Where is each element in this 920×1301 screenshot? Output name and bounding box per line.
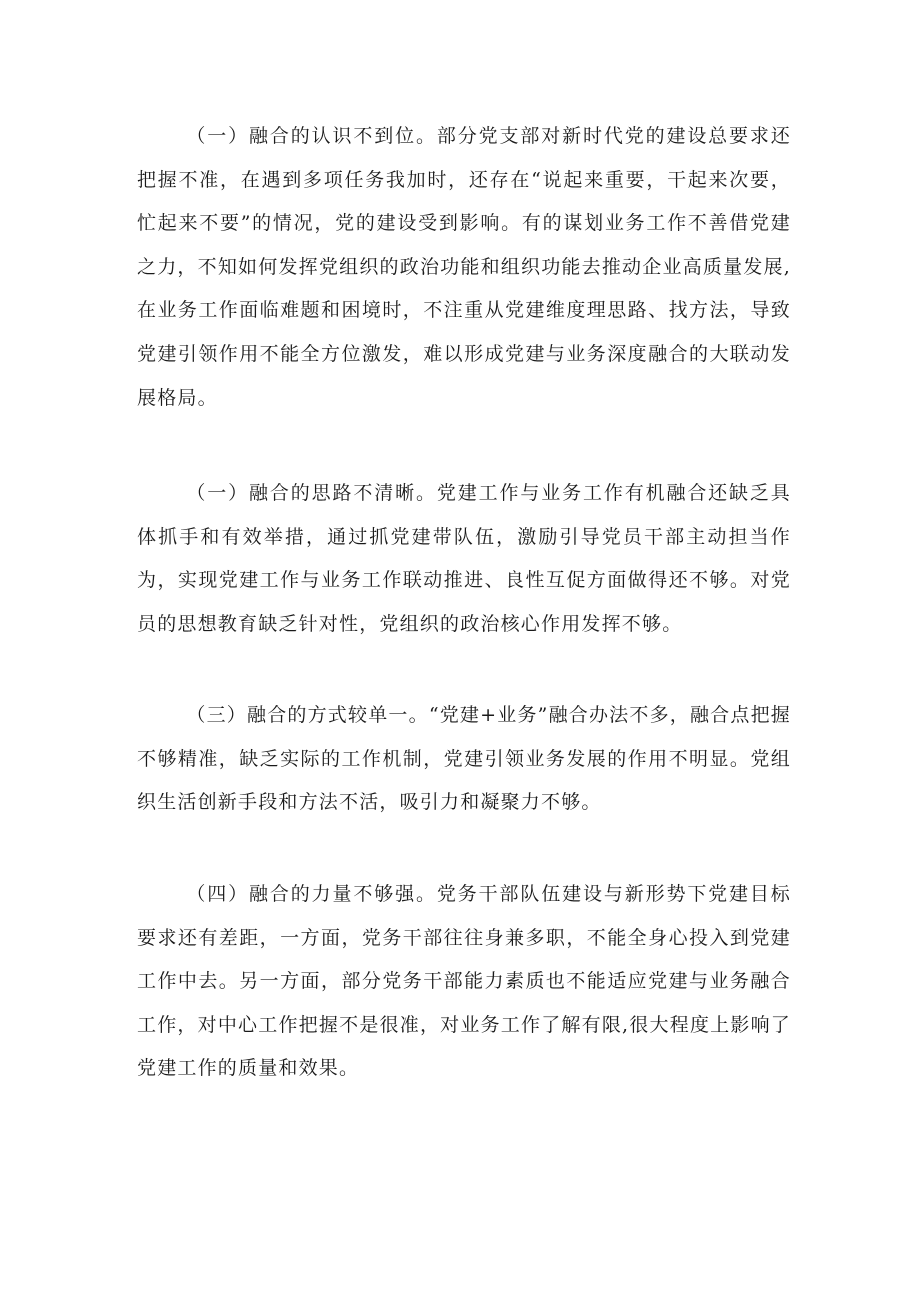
paragraph-3-body: “党建+业务”融合办法不多，融合点把握不够精准，缺乏实际的工作机制，党建引领业务发展的作用不明显。党组织生活创新手段和方法不活，吸引力和凝聚力不够。 — [137, 704, 791, 814]
paragraph-3 — [137, 694, 791, 825]
paragraph-4 — [137, 873, 791, 1091]
paragraph-2 — [137, 472, 791, 646]
paragraph-4-heading: （四）融合的力量不够强。 — [186, 883, 437, 905]
paragraph-4-body: 党务干部队伍建设与新形势下党建目标要求还有差距，一方面，党务干部往往身兼多职，不能全身心投入到党建工作中去。另一方面，部分党务干部能力素质也不能适应党建与业务融合工作，对中心工作把握不是很准，对业务工作了解有限,很大程度上影响了党建工作的质量和效果。 — [137, 883, 792, 1080]
paragraph-1-heading: （一）融合的认识不到位。 — [186, 125, 437, 147]
paragraph-1-body: 部分党支部对新时代党的建设总要求还把握不准，在遇到多项任务我加时，还存在“说起来重要，干起来次要，忙起来不要”的情况，党的建设受到影响。有的谋划业务工作不善借党建之力，不知如何发挥党组织的政治功能和组织功能去推动企业高质量发展,在业务工作面临难题和困境时，不注重从党建维度理思路、找方法，导致党建引领作用不能全方位激发，难以形成党建与业务深度融合的大联动发展格局。 — [137, 125, 792, 409]
paragraph-2-heading: （一）融合的思路不清晰。 — [186, 482, 437, 504]
paragraph-3-heading: （三）融合的方式较单一。 — [186, 704, 429, 726]
paragraph-1 — [137, 115, 791, 420]
paragraph-2-body: 党建工作与业务工作有机融合还缺乏具体抓手和有效举措，通过抓党建带队伍，激励引导党员干部主动担当作为，实现党建工作与业务工作联动推进、良性互促方面做得还不够。对党员的思想教育缺乏针对性，党组织的政治核心作用发挥不够。 — [137, 482, 792, 635]
